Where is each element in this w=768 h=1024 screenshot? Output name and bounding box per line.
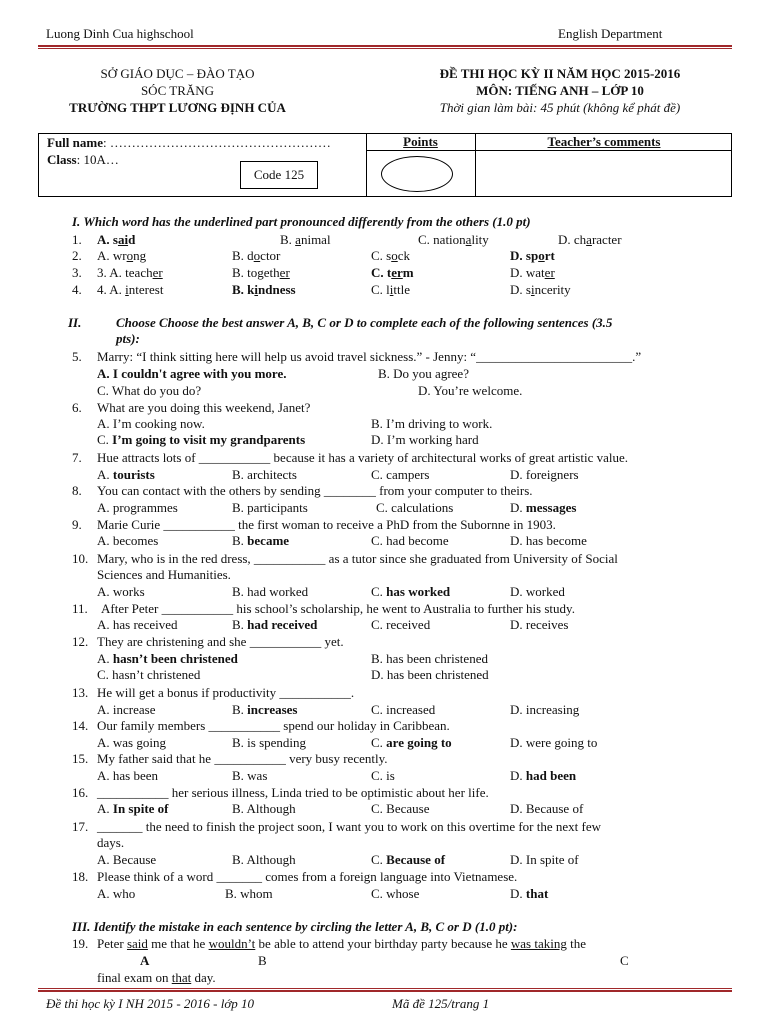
q19-label-a[interactable]: A <box>140 953 150 968</box>
q3-d-text: D. wat <box>510 265 545 280</box>
q8-option-a[interactable]: A. programmes <box>97 500 178 515</box>
q13-b-text: increases <box>247 702 298 717</box>
q4-a-underline: i <box>125 282 129 297</box>
q16-option-a[interactable] <box>97 801 169 817</box>
q1-a-underline: ai <box>117 232 129 247</box>
q18-option-d[interactable] <box>510 886 548 902</box>
q15-d-letter: D. <box>510 768 526 783</box>
q12-stem: They are christening and she ___________ yet. <box>97 634 344 649</box>
q17-option-b[interactable]: B. Although <box>232 852 296 867</box>
q6-option-a[interactable]: A. I’m cooking now. <box>97 416 205 431</box>
q7-number: 7. <box>72 450 82 465</box>
q16-option-d[interactable]: D. Because of <box>510 801 584 816</box>
q2-d-underline: o <box>538 248 545 263</box>
q3-c-text: C. t <box>371 265 392 280</box>
q2-b-underline: o <box>253 248 261 263</box>
q19-label-c[interactable]: C <box>620 953 629 968</box>
q6-number: 6. <box>72 400 82 415</box>
q3-c-text-end: m <box>402 265 414 280</box>
q13-option-d[interactable]: D. increasing <box>510 702 580 717</box>
q13-b-letter: B. <box>232 702 248 717</box>
q3-option-c[interactable] <box>371 265 414 281</box>
q19-text: the <box>566 936 586 951</box>
q17-stem: _______ the need to finish the project soon, I want you to work on this overtime for the next few <box>97 819 602 834</box>
q1-c-text: C. nation <box>418 232 466 247</box>
q5-stem: Marry: “I think sitting here will help us avoid travel sickness.” - Jenny: “________________________.” <box>97 349 642 364</box>
section-2-number: II. <box>68 315 82 330</box>
q2-b-text: B. d <box>232 248 254 263</box>
q15-option-c[interactable]: C. is <box>371 768 395 783</box>
q11-b-text: had received <box>247 617 318 632</box>
student-info-table <box>38 133 732 197</box>
q10-option-b[interactable]: B. had worked <box>232 584 309 599</box>
exam-code: Code 125 <box>253 167 305 182</box>
q12-option-a[interactable] <box>97 651 238 667</box>
q19-number: 19. <box>72 936 89 951</box>
q18-d-letter: D. <box>510 886 526 901</box>
q6-option-d[interactable]: D. I’m working hard <box>371 432 479 447</box>
comments-header: Teacher’s comments <box>547 134 661 149</box>
q15-option-d[interactable] <box>510 768 576 784</box>
q8-stem: You can contact with the others by sending ________ from your computer to theirs. <box>97 483 533 498</box>
q5-option-a[interactable]: A. I couldn't agree with you more. <box>97 366 287 381</box>
q4-d-text-end: ncerity <box>534 282 571 297</box>
q1-option-a[interactable] <box>97 232 135 248</box>
section-2-title: Choose Choose the best answer A, B, C or D to complete each of the following sentences (3.5 <box>116 315 613 330</box>
exam-time: Thời gian làm bài: 45 phút (không kể phát đề) <box>439 100 681 115</box>
q17-option-d[interactable]: D. In spite of <box>510 852 579 867</box>
exam-subject: MÔN: TIẾNG ANH – LỚP 10 <box>476 83 644 98</box>
class-row <box>47 152 119 168</box>
org-school: TRƯỜNG THPT LƯƠNG ĐỊNH CỦA <box>69 100 286 115</box>
q2-d-text: D. sp <box>510 248 539 263</box>
q18-stem: Please think of a word _______ comes from a foreign language into Vietnamese. <box>97 869 518 884</box>
q8-d-letter: D. <box>510 500 526 515</box>
fullname-label: Full name <box>47 135 103 150</box>
q3-a-underline: er <box>152 265 163 280</box>
q2-c-underline: o <box>391 248 398 263</box>
q3-b-text: B. togeth <box>232 265 280 280</box>
q1-d-text-end: racter <box>591 232 622 247</box>
q7-stem: Hue attracts lots of ___________ because it has a variety of architectural works of great artistic value. <box>97 450 629 465</box>
q13-option-a[interactable]: A. increase <box>97 702 156 717</box>
q4-a-text: 4. A. <box>97 282 126 297</box>
exam-code-box <box>240 161 318 189</box>
q19-sentence-cont <box>97 970 216 986</box>
fullname-field[interactable]: : …………………………………………… <box>102 135 331 150</box>
q14-c-text: are going to <box>386 735 452 750</box>
q15-d-text: had been <box>525 768 577 783</box>
q10-option-c[interactable] <box>371 584 450 600</box>
q7-option-d[interactable]: D. foreigners <box>510 467 579 482</box>
q2-c-text: C. s <box>371 248 392 263</box>
org-line-1: SỞ GIÁO DỤC – ĐÀO TẠO <box>100 66 255 81</box>
q2-option-b[interactable] <box>232 248 280 264</box>
q7-a-letter: A. <box>97 467 113 482</box>
q1-d-underline: a <box>586 232 592 247</box>
q19-text: be able to attend your birthday party because he <box>255 936 511 951</box>
q3-a-text: 3. A. teach <box>97 265 153 280</box>
q14-option-d[interactable]: D. were going to <box>510 735 598 750</box>
q6-c-letter: C. <box>97 432 113 447</box>
q4-b-underline: i <box>254 282 259 297</box>
q17-stem-cont: days. <box>97 835 125 850</box>
q1-number: 1. <box>72 232 82 247</box>
q2-option-d[interactable] <box>510 248 555 264</box>
q18-option-a[interactable]: A. who <box>97 886 136 901</box>
q11-option-d[interactable]: D. receives <box>510 617 569 632</box>
q9-option-c[interactable]: C. had become <box>371 533 449 548</box>
q15-stem: My father said that he ___________ very busy recently. <box>97 751 388 766</box>
q4-number: 4. <box>72 282 82 297</box>
q18-number: 18. <box>72 869 89 884</box>
q5-option-b[interactable]: B. Do you agree? <box>378 366 469 381</box>
q19-underline-d[interactable]: that <box>171 970 192 985</box>
q16-stem: ___________ her serious illness, Linda tried to be optimistic about her life. <box>97 785 489 800</box>
q12-number: 12. <box>72 634 89 649</box>
q8-option-c[interactable]: C. calculations <box>376 500 454 515</box>
q9-option-b[interactable] <box>232 533 289 549</box>
footer-rule-thin <box>38 988 732 989</box>
q15-option-a[interactable]: A. has been <box>97 768 159 783</box>
q10-option-a[interactable]: A. works <box>97 584 145 599</box>
q16-a-text: In spite of <box>112 801 169 816</box>
q17-option-a[interactable]: A. Because <box>97 852 157 867</box>
q19-underline-c[interactable]: was taking <box>510 936 567 951</box>
q11-option-c[interactable]: C. received <box>371 617 431 632</box>
q9-stem: Marie Curie ___________ the first woman to receive a PhD from the Subornne in 1903. <box>97 517 556 532</box>
q19-text: me that he <box>147 936 209 951</box>
header-rule-thin <box>38 48 732 49</box>
q11-option-a[interactable]: A. has received <box>97 617 178 632</box>
q17-c-letter: C. <box>371 852 387 867</box>
q15-number: 15. <box>72 751 89 766</box>
q4-option-d[interactable] <box>510 282 571 298</box>
q13-stem: He will get a bonus if productivity ___________. <box>97 685 355 700</box>
q4-c-text-end: ttle <box>393 282 411 297</box>
q9-option-a[interactable]: A. becomes <box>97 533 159 548</box>
section-3-title: III. Identify the mistake in each sentence by circling the letter A, B, C or D (1.0 pt): <box>72 919 518 934</box>
q2-a-text: A. wr <box>97 248 127 263</box>
q5-option-d[interactable]: D. You’re welcome. <box>418 383 523 398</box>
q19-text: day. <box>191 970 216 985</box>
q10-c-text: has worked <box>386 584 451 599</box>
q12-a-letter: A. <box>97 651 113 666</box>
q8-option-b[interactable]: B. participants <box>232 500 308 515</box>
q2-number: 2. <box>72 248 82 263</box>
q2-d-text-end: rt <box>544 248 555 263</box>
q9-option-d[interactable]: D. has become <box>510 533 587 548</box>
q14-number: 14. <box>72 718 89 733</box>
q7-option-b[interactable]: B. architects <box>232 467 297 482</box>
q2-a-text-end: ng <box>133 248 147 263</box>
q4-option-c[interactable] <box>371 282 410 298</box>
q11-number: 11. <box>72 601 88 616</box>
q3-option-d[interactable] <box>510 265 555 281</box>
q3-option-b[interactable] <box>232 265 290 281</box>
q7-option-a[interactable] <box>97 467 155 483</box>
q6-c-text: I’m going to visit my grandparents <box>112 432 306 447</box>
q1-b-text-end: nimal <box>300 232 331 247</box>
q16-number: 16. <box>72 785 89 800</box>
q16-option-b[interactable]: B. Although <box>232 801 296 816</box>
q15-option-b[interactable]: B. was <box>232 768 268 783</box>
header-rule <box>38 45 732 47</box>
q13-option-c[interactable]: C. increased <box>371 702 436 717</box>
q7-a-text: tourists <box>112 467 155 482</box>
q10-stem: Mary, who is in the red dress, ___________ as a tutor since she graduated from University of Social <box>97 551 618 566</box>
q4-d-text: D. s <box>510 282 531 297</box>
department-name: English Department <box>558 26 663 41</box>
q8-d-text: messages <box>525 500 577 515</box>
q12-option-d[interactable]: D. has been christened <box>371 667 489 682</box>
q9-b-text: became <box>247 533 290 548</box>
q4-c-text: C. l <box>371 282 390 297</box>
q6-stem: What are you doing this weekend, Janet? <box>97 400 311 415</box>
q12-a-text: hasn’t been christened <box>112 651 238 666</box>
q14-option-c[interactable] <box>371 735 452 751</box>
q18-option-c[interactable]: C. whose <box>371 886 420 901</box>
section-1-title: I. Which word has the underlined part pronounced differently from the others (1.0 pt) <box>72 214 531 229</box>
q1-c-underline: a <box>465 232 472 247</box>
q3-d-underline: er <box>544 265 555 280</box>
q1-c-text-end: lity <box>471 232 489 247</box>
q17-option-c[interactable] <box>371 852 445 868</box>
points-header: Points <box>403 134 438 149</box>
q13-option-b[interactable] <box>232 702 297 718</box>
q2-a-underline: o <box>126 248 134 263</box>
q10-stem-cont: Sciences and Humanities. <box>97 567 231 582</box>
q1-option-c[interactable] <box>418 232 489 248</box>
q19-text: Peter <box>97 936 127 951</box>
q2-option-c[interactable] <box>371 248 410 264</box>
q18-d-text: that <box>525 886 549 901</box>
q3-c-underline: er <box>391 265 403 280</box>
q4-a-text-end: nterest <box>128 282 164 297</box>
q3-b-underline: er <box>279 265 290 280</box>
q19-underline-b[interactable]: wouldn’t <box>208 936 256 951</box>
q10-c-letter: C. <box>371 584 387 599</box>
q11-b-letter: B. <box>232 617 248 632</box>
table-header-rule <box>366 150 731 151</box>
footer-left: Đề thi học kỳ I NH 2015 - 2016 - lớp 10 <box>46 996 255 1011</box>
q17-number: 17. <box>72 819 89 834</box>
q1-d-text: D. ch <box>558 232 587 247</box>
q19-underline-a[interactable]: said <box>126 936 148 951</box>
q1-a-text-end: d <box>128 232 136 247</box>
q19-text: final exam on <box>97 970 172 985</box>
q8-option-d[interactable] <box>510 500 576 516</box>
q7-option-c[interactable]: C. campers <box>371 467 430 482</box>
q4-option-a[interactable] <box>97 282 163 298</box>
q1-b-text: B. <box>280 232 296 247</box>
q3-option-a[interactable] <box>97 265 163 281</box>
class-field[interactable]: : 10A… <box>76 152 119 167</box>
q10-number: 10. <box>72 551 89 566</box>
q8-number: 8. <box>72 483 82 498</box>
q1-b-underline: a <box>295 232 301 247</box>
q9-b-letter: B. <box>232 533 248 548</box>
q11-option-b[interactable] <box>232 617 317 633</box>
q13-number: 13. <box>72 685 89 700</box>
q16-option-c[interactable]: C. Because <box>371 801 430 816</box>
q17-c-text: Because of <box>386 852 446 867</box>
q11-stem: After Peter ___________ his school’s scholarship, he went to Australia to further his study. <box>101 601 575 616</box>
q19-label-b[interactable]: B <box>258 953 267 968</box>
q4-c-underline: i <box>389 282 394 297</box>
q2-c-text-end: ck <box>397 248 411 263</box>
q9-number: 9. <box>72 517 82 532</box>
org-line-2: SÓC TRĂNG <box>140 83 215 98</box>
class-label: Class <box>47 152 77 167</box>
q12-option-b[interactable]: B. has been christened <box>371 651 488 666</box>
q10-option-d[interactable]: D. worked <box>510 584 565 599</box>
q4-d-underline: i <box>530 282 535 297</box>
q14-option-b[interactable]: B. is spending <box>232 735 307 750</box>
q19-sentence <box>97 936 586 952</box>
q5-option-c[interactable]: C. What do you do? <box>97 383 202 398</box>
q12-option-c[interactable]: C. hasn’t christened <box>97 667 201 682</box>
school-name: Luong Dinh Cua highschool <box>46 26 194 41</box>
points-oval[interactable] <box>381 156 453 192</box>
q4-b-text-end: ndness <box>258 282 296 297</box>
q5-number: 5. <box>72 349 82 364</box>
q18-option-b[interactable]: B. whom <box>225 886 273 901</box>
q2-b-text-end: ctor <box>260 248 281 263</box>
q2-option-a[interactable] <box>97 248 146 264</box>
q14-stem: Our family members ___________ spend our holiday in Caribbean. <box>97 718 450 733</box>
footer-rule <box>38 990 732 992</box>
q4-option-b[interactable] <box>232 282 296 298</box>
q6-option-b[interactable]: B. I’m driving to work. <box>371 416 493 431</box>
q6-option-c[interactable] <box>97 432 305 448</box>
q16-a-letter: A. <box>97 801 113 816</box>
q14-option-a[interactable]: A. was going <box>97 735 166 750</box>
q1-a-text: A. s <box>97 232 118 247</box>
q3-number: 3. <box>72 265 82 280</box>
fullname-row <box>47 135 331 151</box>
section-2-title-cont: pts): <box>116 331 140 346</box>
footer-right: Mã đề 125/trang 1 <box>392 996 490 1011</box>
exam-title: ĐỀ THI HỌC KỲ II NĂM HỌC 2015-2016 <box>439 66 681 81</box>
q14-c-letter: C. <box>371 735 387 750</box>
q1-option-d[interactable] <box>558 232 622 248</box>
q1-option-b[interactable] <box>280 232 331 248</box>
q4-b-text: B. k <box>232 282 255 297</box>
